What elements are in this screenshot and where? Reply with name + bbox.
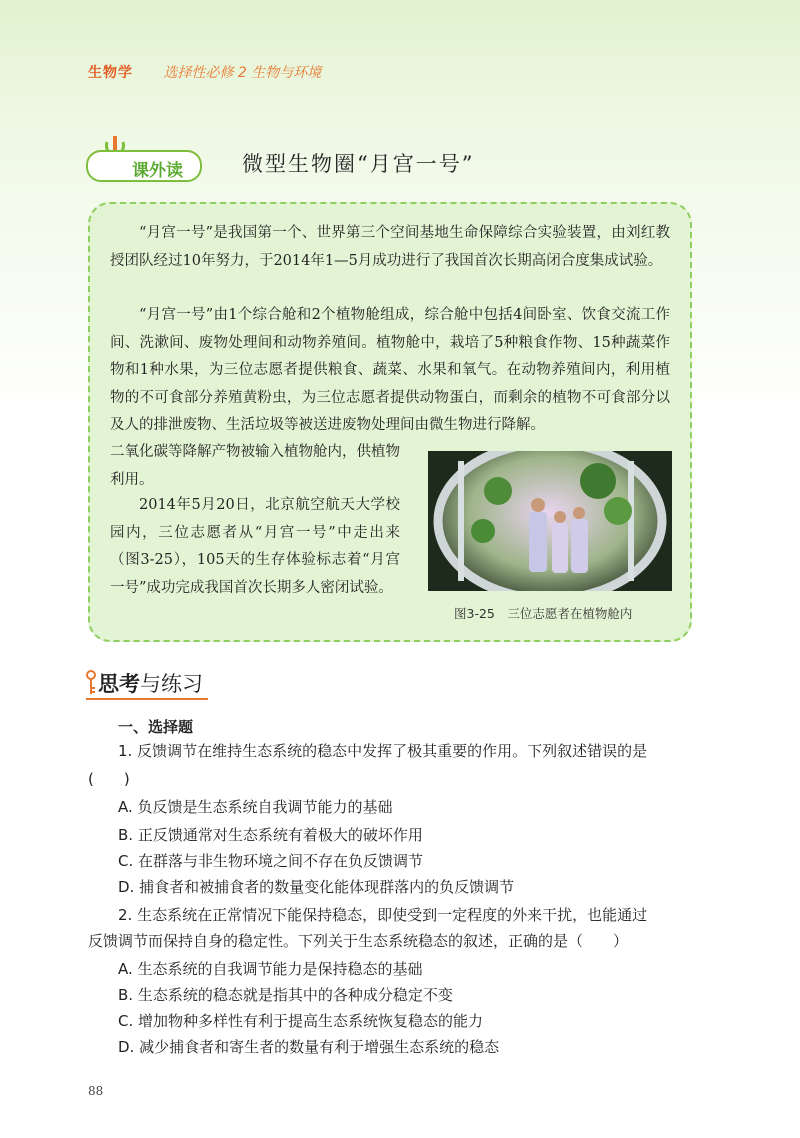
q1-stem-line1: 1. 反馈调节在维持生态系统的稳态中发挥了极其重要的作用。下列叙述错误的是 <box>118 742 648 760</box>
exercise-title <box>98 668 203 698</box>
q1-option-c: C. 在群落与非生物环境之间不存在负反馈调节 <box>118 852 424 870</box>
q2-option-b: B. 生态系统的稳态就是指其中的各种成分稳定不变 <box>118 986 453 1004</box>
running-header <box>88 62 321 82</box>
section-label: 一、选择题 <box>118 718 194 736</box>
reading-title: 微型生物圈“月宫一号” <box>242 152 475 176</box>
header-book: 选择性必修 2 生物与环境 <box>163 65 322 81</box>
q2-option-a: A. 生态系统的自我调节能力是保持稳态的基础 <box>118 960 423 978</box>
reading-badge-label: 课外读 <box>132 161 183 181</box>
q2-stem-line1: 2. 生态系统在正常情况下能保持稳态，即使受到一定程度的外来干扰，也能通过 <box>118 906 648 924</box>
q2-option-d: D. 减少捕食者和寄生者的数量有利于增强生态系统的稳态 <box>118 1038 500 1056</box>
reading-paragraph-3: 2014年5月20日，北京航空航天大学校园内，三位志愿者从“月宫一号”中走出来（图3-25），105天的生存体验标志着“月宫一号”成功完成我国首次长期多人密闭试验。 <box>110 497 400 596</box>
volunteers-photo <box>428 451 672 591</box>
header-subject: 生物学 <box>88 65 133 81</box>
reading-paragraph-1: “月宫一号”是我国第一个、世界第三个空间基地生命保障综合实验装置，由刘红教授团队经过10年努力，于2014年1—5月成功进行了我国首次长期高闭合度集成试验。 <box>110 225 670 269</box>
q1-option-a: A. 负反馈是生态系统自我调节能力的基础 <box>118 798 393 816</box>
q2-stem-line2: 反馈调节而保持自身的稳定性。下列关于生态系统稳态的叙述，正确的是（ ） <box>88 932 629 950</box>
reading-paragraph-2: “月宫一号”由1个综合舱和2个植物舱组成，综合舱中包括4间卧室、饮食交流工作间、洗漱间、废物处理间和动物养殖间。植物舱中，栽培了5种粮食作物、15种蔬菜作物和1种水果，为三位志愿者提供粮食、蔬菜、水果和氧气。在动物养殖间内，利用植物的不可食部分养殖黄粉虫，为三位志愿者提供动物蛋白，而剩余的植物不可食部分以及人的排泄废物、生活垃圾等被送进废物处理间由微生物进行降解。 <box>110 307 670 433</box>
q2-option-c: C. 增加物种多样性有利于提高生态系统恢复稳态的能力 <box>118 1012 484 1030</box>
heading-underline <box>86 698 208 700</box>
exercise-title-bold: 思考 <box>98 672 140 696</box>
reading-heading <box>86 144 726 188</box>
key-icon <box>86 670 96 696</box>
reading-box <box>88 202 692 642</box>
q1-stem-line2: ( ) <box>88 770 130 788</box>
q1-option-d: D. 捕食者和被捕食者的数量变化能体现群落内的负反馈调节 <box>118 878 515 896</box>
reading-paragraph-2-end: 二氧化碳等降解产物被输入植物舱内，供植物利用。 <box>110 444 400 488</box>
reading-badge <box>86 150 202 182</box>
page-number: 88 <box>88 1084 104 1098</box>
figure-caption: 图3-25 三位志愿者在植物舱内 <box>454 606 633 621</box>
exercise-title-rest: 与练习 <box>140 672 203 696</box>
q1-option-b: B. 正反馈通常对生态系统有着极大的破坏作用 <box>118 826 423 844</box>
